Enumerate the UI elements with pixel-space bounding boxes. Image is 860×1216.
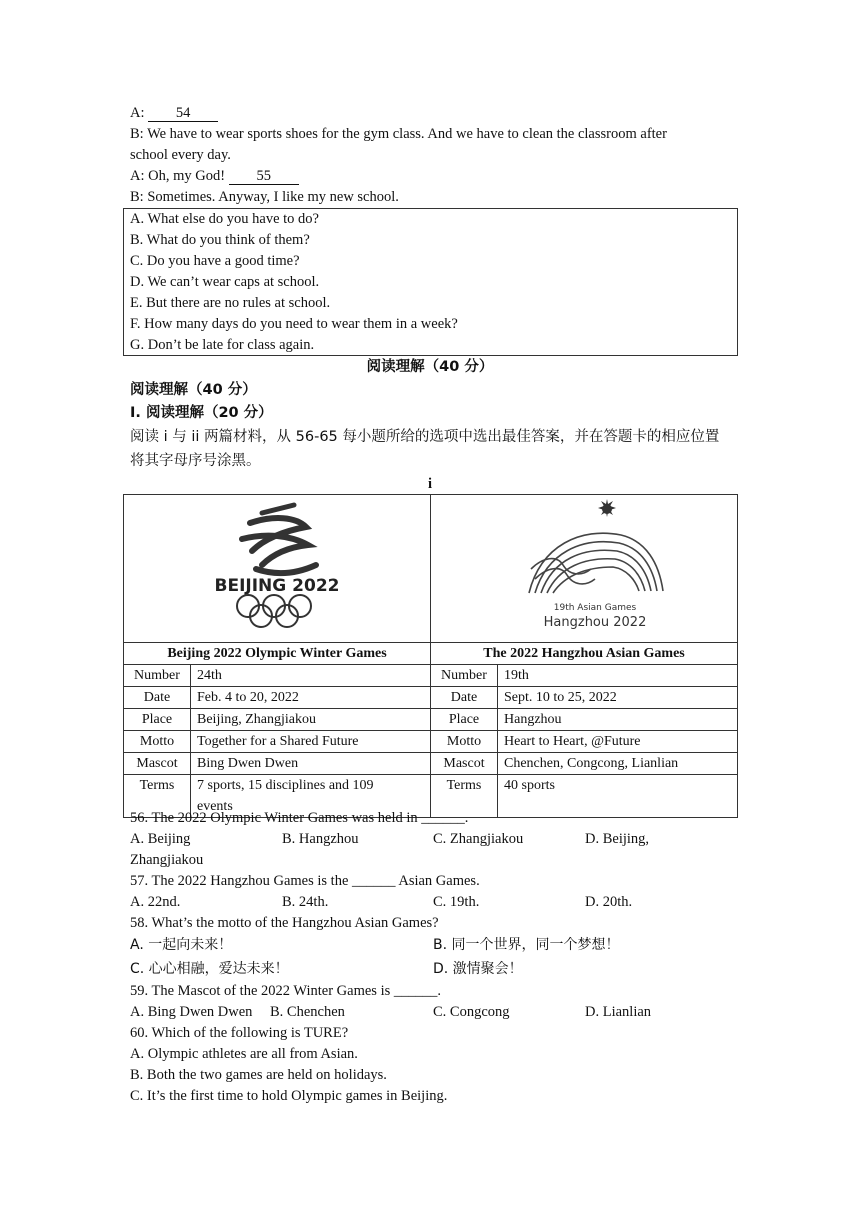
- option-item: B. What do you think of them?: [130, 232, 310, 248]
- dialogue-line: B: We have to wear sports shoes for the gym class. And we have to clean the classroom after: [130, 126, 667, 142]
- option-d-wrap: Zhangjiakou: [130, 852, 204, 868]
- option-c[interactable]: C. 19th.: [433, 894, 480, 910]
- question-60: 60. Which of the following is TURE?: [130, 1025, 349, 1041]
- table-row: Motto Together for a Shared Future Motto Heart to Heart, @Future: [124, 731, 738, 753]
- option-item: F. How many days do you need to wear them in a week?: [130, 316, 458, 332]
- table-row: Terms 7 sports, 15 disciplines and 109 events Terms 40 sports: [124, 775, 738, 818]
- option-b[interactable]: B. Chenchen: [270, 1004, 345, 1020]
- option-a[interactable]: A. Olympic athletes are all from Asian.: [130, 1046, 358, 1062]
- question-56: 56. The 2022 Olympic Winter Games was held in ______.: [130, 810, 469, 826]
- option-d[interactable]: D. 20th.: [585, 894, 633, 910]
- passage-label: i: [427, 476, 433, 492]
- subsection-title: Ⅰ. 阅读理解（20 分）: [130, 405, 273, 421]
- table-row: Place Beijing, Zhangjiakou Place Hangzhou: [124, 709, 738, 731]
- table-header-row: [124, 643, 738, 665]
- svg-text:BEIJING 2022: BEIJING 2022: [214, 576, 340, 596]
- option-c[interactable]: C. 心心相融，爱达未来！: [130, 961, 289, 977]
- section-title-center: 阅读理解（40 分）: [366, 359, 494, 375]
- option-c[interactable]: C. It’s the first time to hold Olympic games in Beijing.: [130, 1088, 448, 1104]
- beijing-column-title: Beijing 2022 Olympic Winter Games: [124, 643, 431, 665]
- svg-text:19th Asian Games: 19th Asian Games: [553, 603, 637, 613]
- hangzhou-2022-logo: [431, 495, 738, 643]
- option-c[interactable]: C. Congcong: [433, 1004, 510, 1020]
- options-box: [123, 208, 738, 356]
- option-b[interactable]: B. 24th.: [282, 894, 329, 910]
- option-d[interactable]: D. Lianlian: [585, 1004, 652, 1020]
- hangzhou-2022-emblem-icon: [431, 495, 737, 635]
- option-a[interactable]: A. 一起向未来！: [130, 937, 233, 953]
- option-item: A. What else do you have to do?: [130, 211, 319, 227]
- option-a[interactable]: A. 22nd.: [130, 894, 181, 910]
- table-row: Mascot Bing Dwen Dwen Mascot Chenchen, Congcong, Lianlian: [124, 753, 738, 775]
- table-row: Number 24th Number 19th: [124, 665, 738, 687]
- option-a[interactable]: A. Beijing: [130, 831, 191, 847]
- option-a[interactable]: A. Bing Dwen Dwen: [130, 1004, 253, 1020]
- option-b[interactable]: B. Hangzhou: [282, 831, 359, 847]
- beijing-2022-logo: [124, 495, 431, 643]
- dialogue-line: school every day.: [130, 147, 231, 163]
- question-57: 57. The 2022 Hangzhou Games is the ______ Asian Games.: [130, 873, 480, 889]
- option-c[interactable]: C. Zhangjiakou: [433, 831, 524, 847]
- option-b[interactable]: B. 同一个世界，同一个梦想！: [433, 937, 620, 953]
- section-title: 阅读理解（40 分）: [130, 382, 257, 398]
- option-item: D. We can’t wear caps at school.: [130, 274, 320, 290]
- question-59: 59. The Mascot of the 2022 Winter Games is ______.: [130, 983, 441, 999]
- table-row: Date Feb. 4 to 20, 2022 Date Sept. 10 to 25, 2022: [124, 687, 738, 709]
- option-d[interactable]: D. 激情聚会！: [433, 961, 523, 977]
- hangzhou-column-title: The 2022 Hangzhou Asian Games: [431, 643, 738, 665]
- games-comparison-table: [123, 494, 738, 818]
- option-item: C. Do you have a good time?: [130, 253, 300, 269]
- instruction-line: 阅读 i 与 ii 两篇材料，从 56-65 每小题所给的选项中选出最佳答案，并在答题卡的相应位置: [130, 429, 720, 445]
- option-item: E. But there are no rules at school.: [130, 295, 331, 311]
- logo-row: [124, 495, 738, 643]
- svg-text:Hangzhou 2022: Hangzhou 2022: [543, 615, 647, 630]
- beijing-2022-emblem-icon: [124, 495, 430, 635]
- answer-blank-54[interactable]: 54: [148, 105, 218, 122]
- instruction-line: 将其字母序号涂黑。: [130, 453, 261, 469]
- question-58: 58. What’s the motto of the Hangzhou Asian Games?: [130, 915, 439, 931]
- answer-blank-55[interactable]: 55: [229, 168, 299, 185]
- dialogue-line-54: A: 54: [130, 103, 218, 124]
- option-item: G. Don’t be late for class again.: [130, 337, 315, 353]
- dialogue-line-55: A: Oh, my God! 55: [130, 166, 299, 187]
- dialogue-line: B: Sometimes. Anyway, I like my new school.: [130, 189, 399, 205]
- option-d[interactable]: D. Beijing,: [585, 831, 650, 847]
- option-b[interactable]: B. Both the two games are held on holidays.: [130, 1067, 387, 1083]
